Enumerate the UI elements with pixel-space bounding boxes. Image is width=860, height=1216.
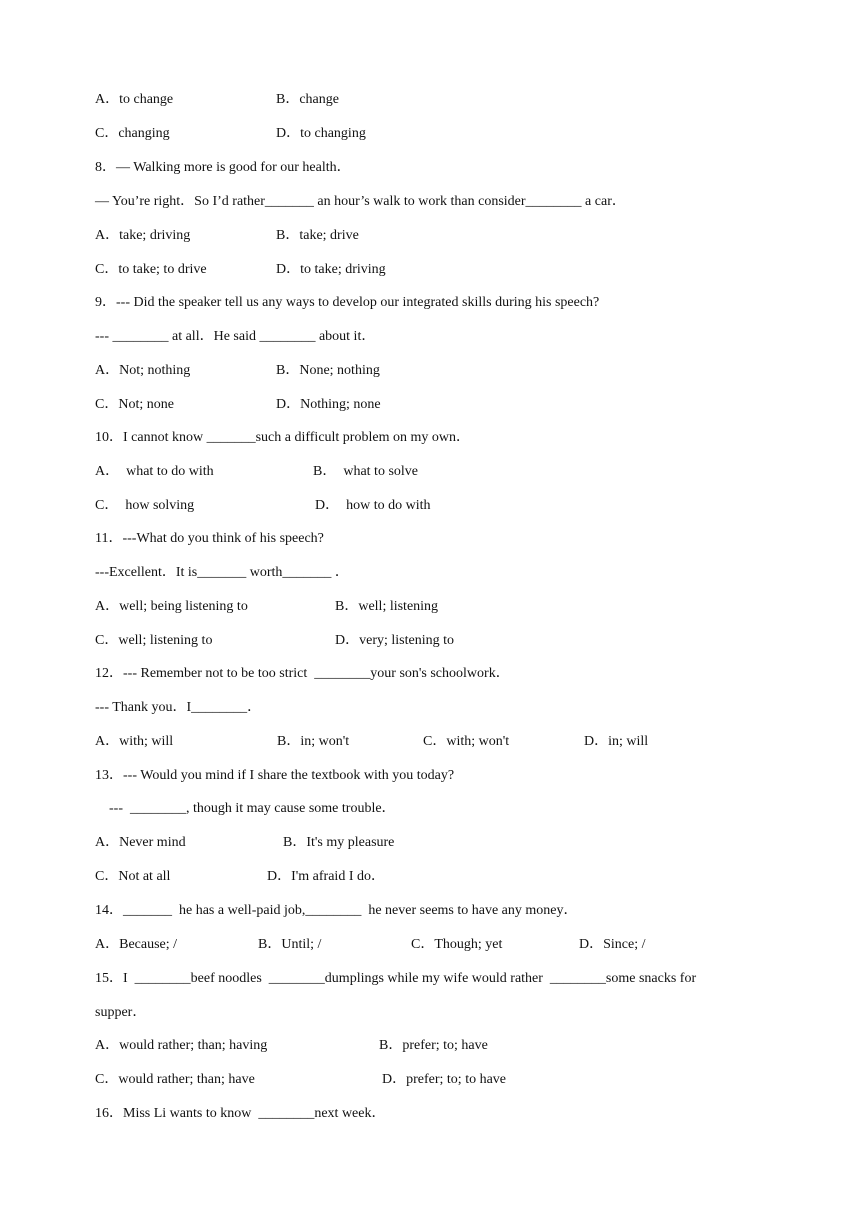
question-9-line-2: --- ________ at all．He said ________ about it． xyxy=(95,329,376,344)
option-line-a-to-change xyxy=(95,91,339,109)
question-15-options-ab xyxy=(95,1037,488,1055)
option-b: B．change xyxy=(276,92,339,107)
option-b: B．prefer; to; have xyxy=(379,1038,488,1053)
option-d: D．Since; / xyxy=(579,937,646,952)
question-13-options-cd xyxy=(95,868,385,886)
question-12-options xyxy=(95,733,649,751)
option-c: C．Though; yet xyxy=(411,937,503,952)
question-14-line-1: 14．_______ he has a well-paid job,________ he never seems to have any money． xyxy=(95,903,578,918)
question-11-line-2: ---Excellent．It is_______ worth_______ ． xyxy=(95,565,349,580)
question-9-options-ab xyxy=(95,362,380,380)
question-13-options-ab xyxy=(95,834,395,852)
option-d: D．very; listening to xyxy=(335,633,454,648)
option-b: B．Until; / xyxy=(258,937,322,952)
question-11-options-ab xyxy=(95,598,439,616)
option-d: D．I'm afraid I do． xyxy=(267,869,385,884)
question-16-line-1: 16．Miss Li wants to know ________next week． xyxy=(95,1106,386,1121)
option-a: A．would rather; than; having xyxy=(95,1038,268,1053)
option-b: B．well; listening xyxy=(335,599,439,614)
option-c: C．Not at all xyxy=(95,869,171,884)
option-c: C．to take; to drive xyxy=(95,262,207,277)
question-8-options-cd xyxy=(95,261,386,279)
question-8-options-ab xyxy=(95,227,359,245)
option-b: B．None; nothing xyxy=(276,363,380,378)
question-15-options-cd xyxy=(95,1071,507,1089)
question-15-line-2: supper． xyxy=(95,1005,147,1020)
question-12-line-1: 12．--- Remember not to be too strict ________your son's schoolwork． xyxy=(95,666,510,681)
option-a: A．with; will xyxy=(95,734,174,749)
option-b: B．take; drive xyxy=(276,228,359,243)
option-d: D．Nothing; none xyxy=(276,397,381,412)
question-10-options-cd xyxy=(95,497,431,515)
question-9-line-1: 9．--- Did the speaker tell us any ways to develop our integrated skills during his speech? xyxy=(95,295,600,310)
question-8-line-2: — You’re right．So I’d rather_______ an hour’s walk to work than consider________ a car． xyxy=(95,194,626,209)
question-11-options-cd xyxy=(95,632,454,650)
option-c: C．changing xyxy=(95,126,170,141)
option-b: B．It's my pleasure xyxy=(283,835,395,850)
question-10-options-ab xyxy=(95,463,418,481)
question-13-line-2: --- ________, though it may cause some trouble． xyxy=(95,801,396,816)
option-a: A．Not; nothing xyxy=(95,363,191,378)
question-10-line-1: 10．I cannot know _______such a difficult problem on my own． xyxy=(95,430,470,445)
option-c: C．well; listening to xyxy=(95,633,213,648)
option-b: B． what to solve xyxy=(313,464,418,479)
option-c: C．with; won't xyxy=(423,734,510,749)
question-11-line-1: 11．---What do you think of his speech? xyxy=(95,531,324,546)
option-line-c-changing xyxy=(95,125,366,143)
question-15-line-1: 15．I ________beef noodles ________dumplings while my wife would rather ________some snacks for xyxy=(95,971,697,986)
question-12-line-2: --- Thank you．I________． xyxy=(95,700,262,715)
option-c: C．would rather; than; have xyxy=(95,1072,255,1087)
option-b: B．in; won't xyxy=(277,734,350,749)
option-d: D．to take; driving xyxy=(276,262,386,277)
option-a: A．well; being listening to xyxy=(95,599,248,614)
option-d: D．in; will xyxy=(584,734,649,749)
option-a: A．take; driving xyxy=(95,228,191,243)
option-d: D．prefer; to; to have xyxy=(382,1072,507,1087)
option-a: A．Never mind xyxy=(95,835,186,850)
option-a: A． what to do with xyxy=(95,464,214,479)
option-d: D．to changing xyxy=(276,126,366,141)
question-13-line-1: 13．--- Would you mind if I share the textbook with you today? xyxy=(95,768,455,783)
question-8-line-1: 8．— Walking more is good for our health． xyxy=(95,160,351,175)
option-c: C．Not; none xyxy=(95,397,174,412)
question-14-options xyxy=(95,936,646,954)
option-a: A．to change xyxy=(95,92,174,107)
option-a: A．Because; / xyxy=(95,937,178,952)
question-9-options-cd xyxy=(95,396,381,414)
option-d: D． how to do with xyxy=(315,498,431,513)
option-c: C． how solving xyxy=(95,498,195,513)
